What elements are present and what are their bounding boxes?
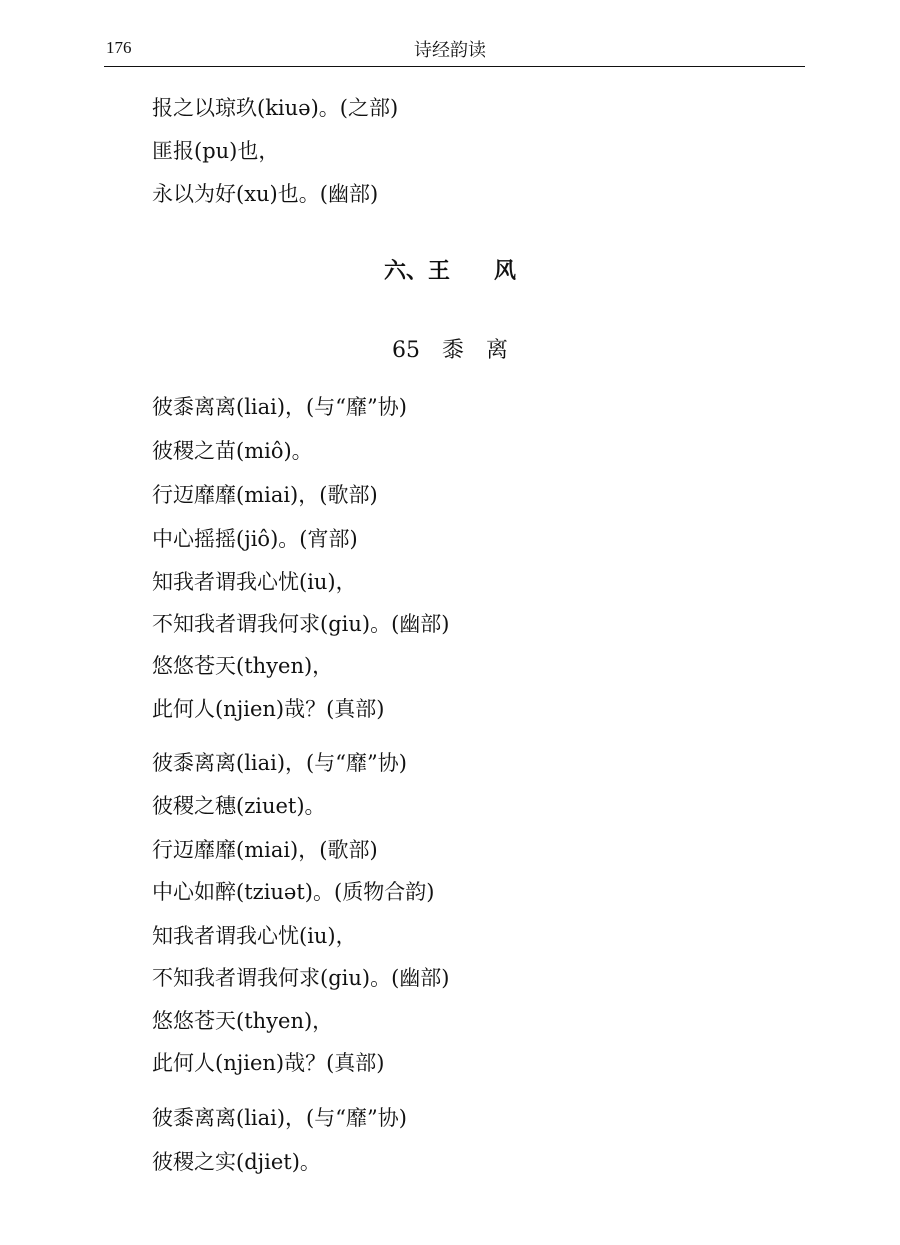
verse-line: 此何人(njien)哉？(真部) — [152, 697, 385, 721]
verse-line: 彼稷之穗(ziuet)。 — [152, 794, 326, 818]
verse-line: 中心如醉(tziuət)。(质物合韵) — [152, 880, 435, 904]
header-rule — [104, 66, 805, 67]
verse-line: 不知我者谓我何求(giu)。(幽部) — [152, 966, 450, 990]
verse-line: 彼稷之实(djiet)。 — [152, 1150, 321, 1174]
verse-line: 中心摇摇(jiô)。(宵部) — [152, 527, 358, 551]
verse-line: 彼黍离离(liai)，(与“靡”协) — [152, 395, 407, 419]
verse-line: 匪报(pu)也， — [152, 139, 280, 163]
verse-line: 知我者谓我心忧(iu)， — [152, 570, 357, 594]
verse-line: 悠悠苍天(thyen)， — [152, 654, 334, 678]
verse-line: 彼稷之苗(miô)。 — [152, 439, 313, 463]
verse-line: 此何人(njien)哉？(真部) — [152, 1051, 385, 1075]
verse-line: 不知我者谓我何求(giu)。(幽部) — [152, 612, 450, 636]
page-number: 176 — [106, 38, 132, 57]
verse-line: 行迈靡靡(miai)，(歌部) — [152, 838, 378, 862]
running-title: 诗经韵读 — [414, 40, 486, 61]
verse-line: 彼黍离离(liai)，(与“靡”协) — [152, 751, 407, 775]
section-title: 六、王 风 — [383, 258, 516, 284]
verse-line: 永以为好(xu)也。(幽部) — [152, 182, 379, 206]
poem-title: 65 黍 离 — [392, 338, 508, 363]
verse-line: 彼黍离离(liai)，(与“靡”协) — [152, 1106, 407, 1130]
verse-line: 悠悠苍天(thyen)， — [152, 1009, 334, 1033]
verse-line: 报之以琼玖(kiuə)。(之部) — [152, 96, 399, 120]
verse-line: 知我者谓我心忧(iu)， — [152, 924, 357, 948]
verse-line: 行迈靡靡(miai)，(歌部) — [152, 483, 378, 507]
